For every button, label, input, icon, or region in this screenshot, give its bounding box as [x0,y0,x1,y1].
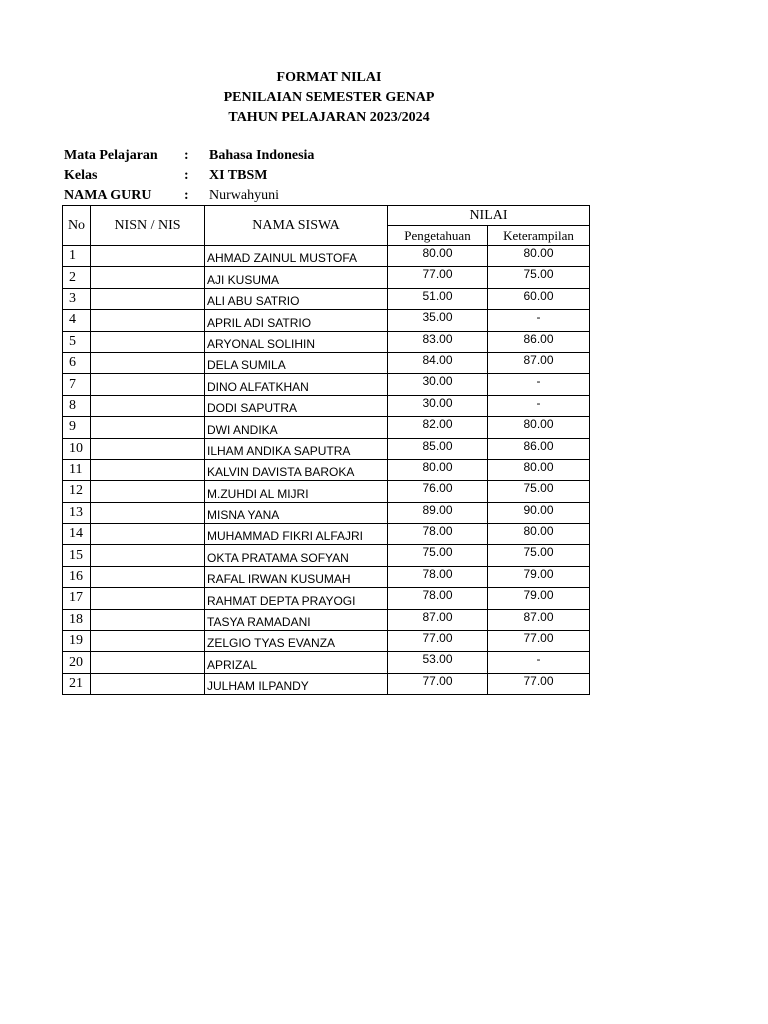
row-name: ARYONAL SOLIHIN [205,331,388,352]
document-subtitle: PENILAIAN SEMESTER GENAP [223,90,435,105]
row-name: AJI KUSUMA [205,267,388,288]
row-name: APRIL ADI SATRIO [205,310,388,331]
row-number: 4 [63,310,91,331]
row-pengetahuan: 51.00 [388,288,488,309]
row-number: 18 [63,609,91,630]
row-keterampilan: 75.00 [488,267,590,288]
table-row [63,288,590,309]
row-name: RAFAL IRWAN KUSUMAH [205,566,388,587]
row-pengetahuan: 83.00 [388,331,488,352]
row-number: 10 [63,438,91,459]
row-nisn [91,459,205,480]
row-pengetahuan: 87.00 [388,609,488,630]
row-number: 9 [63,417,91,438]
row-name: KALVIN DAVISTA BAROKA [205,459,388,480]
guru-colon: : [184,188,189,203]
table-row [63,459,590,480]
row-keterampilan: 80.00 [488,246,590,267]
table-row [63,566,590,587]
row-nisn [91,566,205,587]
row-name: M.ZUHDI AL MIJRI [205,481,388,502]
row-pengetahuan: 77.00 [388,631,488,652]
row-nisn [91,545,205,566]
table-row [63,502,590,523]
row-name: MUHAMMAD FIKRI ALFAJRI [205,524,388,545]
academic-year: TAHUN PELAJARAN 2023/2024 [228,110,430,125]
header-nilai: NILAI [388,206,590,226]
row-number: 17 [63,588,91,609]
row-keterampilan: 86.00 [488,331,590,352]
row-keterampilan: 80.00 [488,524,590,545]
row-name: OKTA PRATAMA SOFYAN [205,545,388,566]
row-number: 2 [63,267,91,288]
row-keterampilan: - [488,310,590,331]
row-name: ILHAM ANDIKA SAPUTRA [205,438,388,459]
row-name: JULHAM ILPANDY [205,673,388,694]
row-nisn [91,673,205,694]
row-keterampilan: 90.00 [488,502,590,523]
row-keterampilan: 77.00 [488,673,590,694]
row-pengetahuan: 30.00 [388,395,488,416]
row-nisn [91,588,205,609]
table-body [63,246,590,695]
row-pengetahuan: 53.00 [388,652,488,673]
row-name: MISNA YANA [205,502,388,523]
row-name: ALI ABU SATRIO [205,288,388,309]
row-number: 3 [63,288,91,309]
row-keterampilan: - [488,652,590,673]
row-pengetahuan: 78.00 [388,588,488,609]
row-nisn [91,267,205,288]
row-nisn [91,374,205,395]
mapel-value: Bahasa Indonesia [209,148,315,163]
row-nisn [91,481,205,502]
row-nisn [91,288,205,309]
row-pengetahuan: 75.00 [388,545,488,566]
row-pengetahuan: 35.00 [388,310,488,331]
row-nisn [91,417,205,438]
table-row [63,374,590,395]
table-row [63,524,590,545]
row-keterampilan: 80.00 [488,459,590,480]
row-number: 6 [63,352,91,373]
row-number: 14 [63,524,91,545]
document-title: FORMAT NILAI [276,70,382,85]
table-row [63,246,590,267]
row-number: 1 [63,246,91,267]
table-row [63,310,590,331]
header-nisn: NISN / NIS [91,206,205,246]
row-keterampilan: - [488,374,590,395]
row-keterampilan: 75.00 [488,545,590,566]
row-name: ZELGIO TYAS EVANZA [205,631,388,652]
header-pengetahuan: Pengetahuan [388,226,488,246]
row-keterampilan: 87.00 [488,352,590,373]
table-row [63,609,590,630]
kelas-value: XI TBSM [209,168,268,183]
row-nisn [91,395,205,416]
table-row [63,417,590,438]
row-number: 19 [63,631,91,652]
header-name: NAMA SISWA [205,206,388,246]
row-pengetahuan: 80.00 [388,246,488,267]
guru-label: NAMA GURU [64,188,152,203]
kelas-colon: : [184,168,189,183]
table-row [63,481,590,502]
row-number: 16 [63,566,91,587]
row-number: 15 [63,545,91,566]
header-keterampilan: Keterampilan [488,226,590,246]
row-keterampilan: 80.00 [488,417,590,438]
row-keterampilan: 87.00 [488,609,590,630]
table-row [63,331,590,352]
table-row [63,395,590,416]
grades-table [62,205,590,695]
row-pengetahuan: 76.00 [388,481,488,502]
table-row [63,267,590,288]
row-pengetahuan: 89.00 [388,502,488,523]
row-pengetahuan: 77.00 [388,673,488,694]
row-number: 11 [63,459,91,480]
row-number: 20 [63,652,91,673]
row-number: 7 [63,374,91,395]
row-pengetahuan: 85.00 [388,438,488,459]
row-nisn [91,438,205,459]
table-row [63,631,590,652]
row-pengetahuan: 80.00 [388,459,488,480]
row-keterampilan: 86.00 [488,438,590,459]
row-name: RAHMAT DEPTA PRAYOGI [205,588,388,609]
header-no: No [63,206,91,246]
row-pengetahuan: 78.00 [388,524,488,545]
row-name: AHMAD ZAINUL MUSTOFA [205,246,388,267]
row-pengetahuan: 78.00 [388,566,488,587]
row-nisn [91,310,205,331]
table-row [63,673,590,694]
table-row [63,545,590,566]
row-nisn [91,609,205,630]
row-name: DELA SUMILA [205,352,388,373]
row-nisn [91,246,205,267]
row-keterampilan: 79.00 [488,566,590,587]
row-keterampilan: 79.00 [488,588,590,609]
row-keterampilan: 60.00 [488,288,590,309]
kelas-label: Kelas [64,168,98,183]
row-name: TASYA RAMADANI [205,609,388,630]
row-number: 13 [63,502,91,523]
table-row [63,588,590,609]
table-row [63,438,590,459]
row-name: DWI ANDIKA [205,417,388,438]
row-nisn [91,331,205,352]
row-name: DINO ALFATKHAN [205,374,388,395]
row-nisn [91,631,205,652]
guru-value: Nurwahyuni [209,188,279,203]
row-nisn [91,524,205,545]
row-nisn [91,652,205,673]
row-pengetahuan: 82.00 [388,417,488,438]
row-name: DODI SAPUTRA [205,395,388,416]
row-number: 5 [63,331,91,352]
table-row [63,352,590,373]
row-nisn [91,352,205,373]
table-row [63,652,590,673]
mapel-colon: : [184,148,189,163]
row-pengetahuan: 84.00 [388,352,488,373]
row-name: APRIZAL [205,652,388,673]
mapel-label: Mata Pelajaran [64,148,158,163]
row-number: 12 [63,481,91,502]
row-pengetahuan: 30.00 [388,374,488,395]
row-number: 21 [63,673,91,694]
row-keterampilan: 77.00 [488,631,590,652]
row-number: 8 [63,395,91,416]
row-pengetahuan: 77.00 [388,267,488,288]
row-nisn [91,502,205,523]
row-keterampilan: - [488,395,590,416]
row-keterampilan: 75.00 [488,481,590,502]
